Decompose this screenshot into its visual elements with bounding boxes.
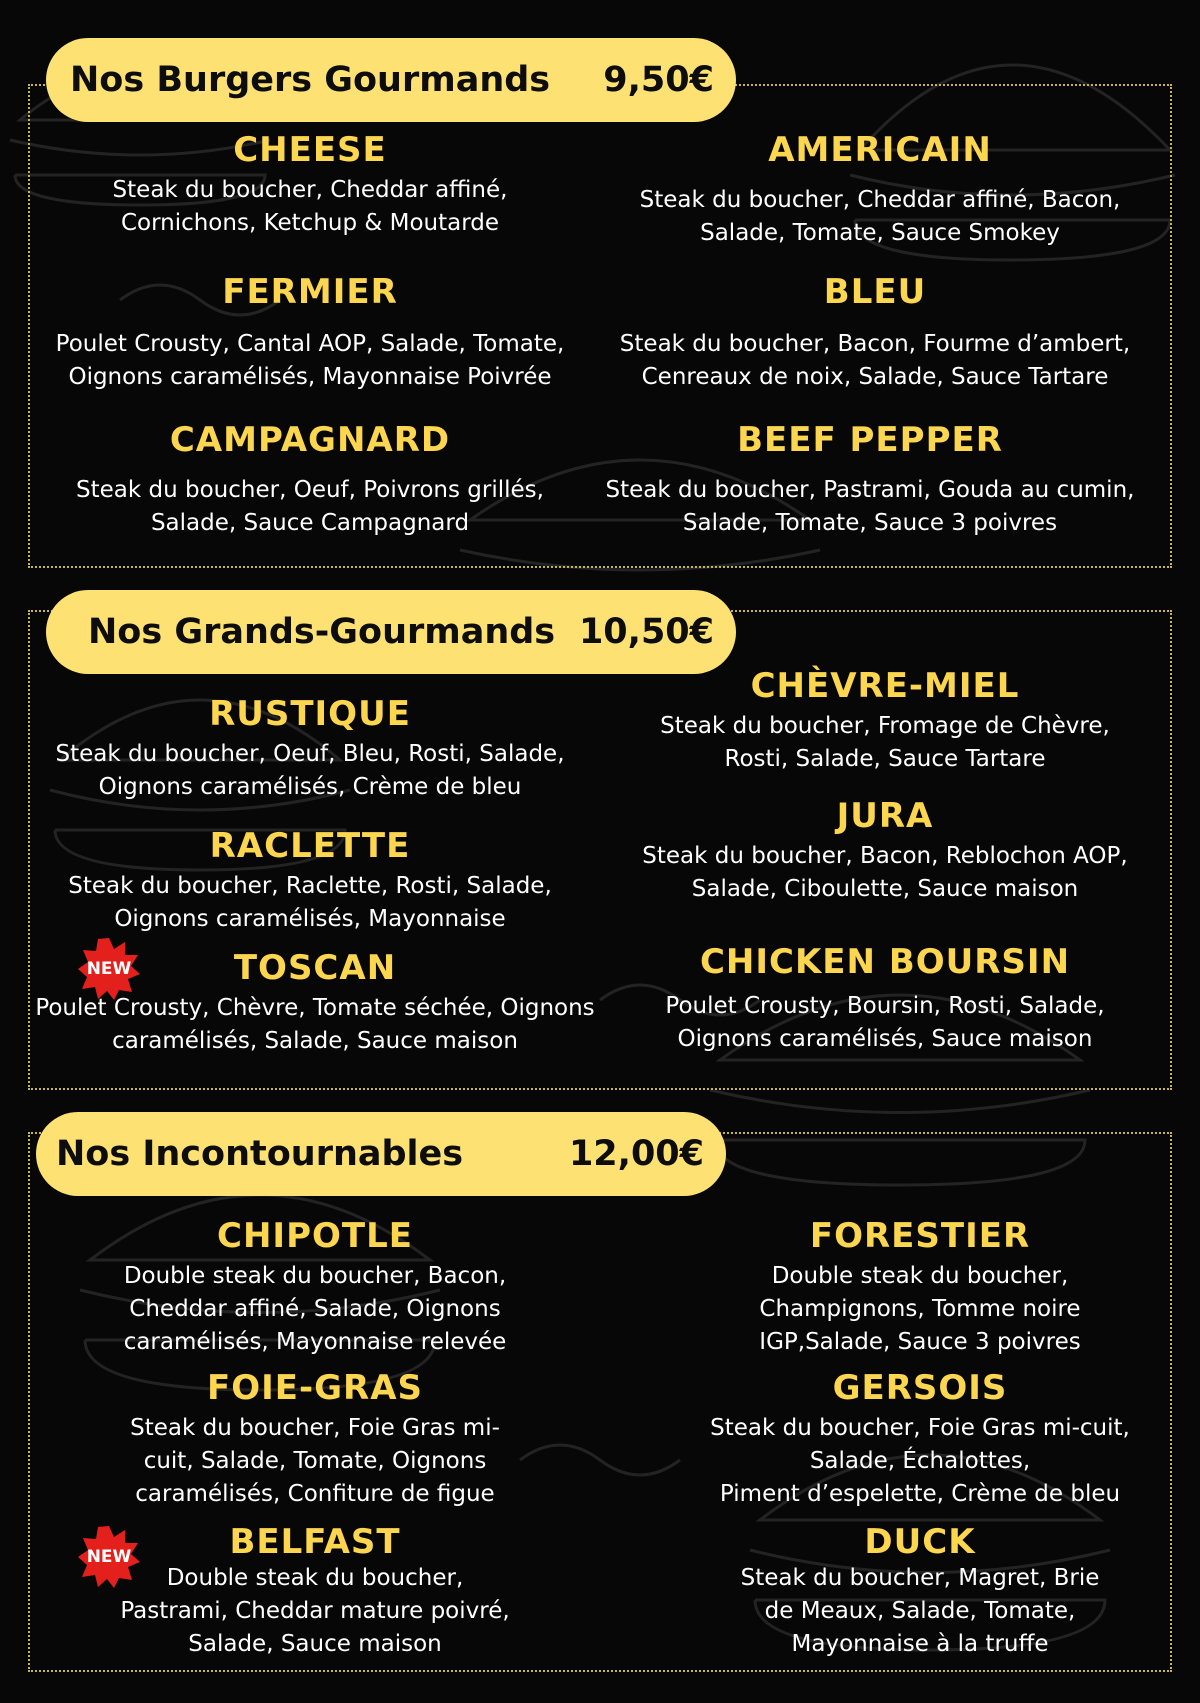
badge-label: NEW: [86, 1547, 132, 1567]
item-description: Steak du boucher, Pastrami, Gouda au cumin, Salade, Tomate, Sauce 3 poivres: [605, 477, 1135, 536]
item-name: AMERICAIN: [768, 130, 992, 170]
item-name: CHIPOTLE: [217, 1216, 413, 1256]
item-description: Double steak du boucher, Champignons, Tomme noire IGP,Salade, Sauce 3 poivres: [759, 1263, 1081, 1355]
item-description: Steak du boucher, Oeuf, Poivrons grillés, Salade, Sauce Campagnard: [76, 477, 544, 536]
menu-item-chipotle: [60, 1216, 570, 1359]
item-description: Steak du boucher, Cheddar affiné, Cornichons, Ketchup & Moutarde: [112, 177, 508, 236]
menu-item-rustique: [40, 694, 580, 804]
section-header-pill: [46, 590, 736, 674]
item-name: FOIE-GRAS: [206, 1368, 423, 1408]
menu-item-duck: [660, 1522, 1180, 1661]
item-name: CHÈVRE-MIEL: [750, 666, 1020, 706]
menu-item-bleu: [610, 272, 1140, 394]
item-name: BELFAST: [229, 1522, 401, 1562]
menu-item-beef-pepper: [600, 420, 1140, 540]
menu-item-jura: [620, 796, 1150, 906]
item-description: Poulet Crousty, Chèvre, Tomate séchée, Oignons caramélisés, Salade, Sauce maison: [35, 995, 595, 1054]
menu-item-fermier: [40, 272, 580, 394]
item-description: Steak du boucher, Foie Gras mi- cuit, Salade, Tomate, Oignons caramélisés, Confiture de figue: [130, 1415, 500, 1507]
item-description: Steak du boucher, Raclette, Rosti, Salade, Oignons caramélisés, Mayonnaise: [68, 873, 552, 932]
item-description: Poulet Crousty, Boursin, Rosti, Salade, Oignons caramélisés, Sauce maison: [665, 993, 1105, 1052]
item-description: Double steak du boucher, Bacon, Cheddar affiné, Salade, Oignons caramélisés, Mayonnaise relevée: [123, 1263, 507, 1355]
menu-item-belfast: [60, 1522, 570, 1661]
item-name: BLEU: [823, 272, 927, 312]
section-price: 12,00€: [568, 1134, 704, 1174]
item-description: Steak du boucher, Cheddar affiné, Bacon, Salade, Tomate, Sauce Smokey: [639, 187, 1121, 246]
menu-item-toscan: [30, 948, 600, 1058]
item-name: BEEF PEPPER: [737, 420, 1003, 460]
item-description: Steak du boucher, Bacon, Reblochon AOP, Salade, Ciboulette, Sauce maison: [642, 843, 1128, 902]
item-name: CHICKEN BOURSIN: [699, 942, 1071, 982]
item-description: Steak du boucher, Bacon, Fourme d’ambert, Cenreaux de noix, Salade, Sauce Tartare: [619, 331, 1131, 390]
menu-item-chevre-miel: [620, 666, 1150, 776]
item-description: Double steak du boucher, Pastrami, Cheddar mature poivré, Salade, Sauce maison: [120, 1565, 510, 1657]
menu-item-americain: [600, 130, 1160, 250]
item-name: FERMIER: [222, 272, 398, 312]
menu-item-cheese: [60, 130, 560, 240]
section-header-pill: [36, 1112, 726, 1196]
section-title: Nos Grands-Gourmands: [88, 612, 556, 652]
item-name: FORESTIER: [809, 1216, 1031, 1256]
item-name: TOSCAN: [233, 948, 397, 988]
section-header-pill: [46, 38, 736, 122]
item-name: CAMPAGNARD: [169, 420, 451, 460]
menu-item-foie-gras: [60, 1368, 570, 1511]
item-description: Steak du boucher, Oeuf, Bleu, Rosti, Salade, Oignons caramélisés, Crème de bleu: [55, 741, 565, 800]
item-name: RACLETTE: [209, 826, 411, 866]
menu-item-forestier: [660, 1216, 1180, 1359]
section-title: Nos Burgers Gourmands: [70, 60, 551, 100]
item-description: Steak du boucher, Fromage de Chèvre, Rosti, Salade, Sauce Tartare: [660, 713, 1110, 772]
menu-item-chicken-boursin: [620, 942, 1150, 1056]
section-title: Nos Incontournables: [56, 1134, 464, 1174]
item-description: Steak du boucher, Foie Gras mi-cuit, Salade, Échalottes, Piment d’espelette, Crème de bleu: [710, 1415, 1130, 1507]
menu-item-campagnard: [40, 420, 580, 540]
item-name: GERSOIS: [832, 1368, 1008, 1408]
item-name: RUSTIQUE: [209, 694, 411, 734]
menu-item-gersois: [660, 1368, 1180, 1511]
item-name: JURA: [836, 796, 934, 836]
section-price: 10,50€: [578, 612, 714, 652]
item-description: Steak du boucher, Magret, Brie de Meaux, Salade, Tomate, Mayonnaise à la truffe: [740, 1565, 1100, 1657]
item-name: CHEESE: [233, 130, 387, 170]
badge-label: NEW: [86, 959, 132, 979]
menu-item-raclette: [40, 826, 580, 936]
item-name: DUCK: [864, 1522, 976, 1562]
section-price: 9,50€: [603, 60, 714, 100]
item-description: Poulet Crousty, Cantal AOP, Salade, Tomate, Oignons caramélisés, Mayonnaise Poivrée: [55, 331, 565, 390]
